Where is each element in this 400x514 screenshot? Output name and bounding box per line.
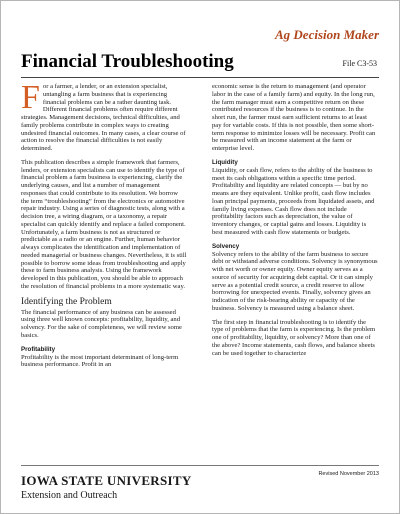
liquidity-paragraph: Liquidity, or cash flow, refers to the ability of the business to meet its cash obligations within a specific time period. Profitability and liquidity are related concepts — but by no means are they equivalent. Unlike profit, cash flow includes loan principal payments, proceeds from liquidated assets, and family living expenses. Cash flow does not include profitability factors such as depreciation, the value of inventory changes, or capital gains and losses. Liquidity is best measured with cash flow statements or budgets. [212, 166, 375, 236]
profitability-paragraph: Profitability is the most important determinant of long-term business performance. Profit in an [21, 353, 179, 369]
continued-paragraph: economic sense is the return to management (and operator labor in the case of a family farm) and equity. In the long run, the farm manager must earn a competitive return on these contributed resources if the business is to continue. In the short run, the farmer must earn sufficient returns to at least pay for variable costs. If this is not possible, then some short-term response to minimize losses will be necessary. Profit can be measured with an income statement at the farm or enterprise level. [212, 83, 376, 152]
file-id: File C3-53 [342, 59, 377, 68]
footer-divider [21, 465, 379, 466]
profitability-heading: Profitability [21, 345, 56, 353]
page-title: Financial Troubleshooting [21, 51, 234, 72]
left-column [21, 83, 187, 459]
revision-date: Revised November 2013 [318, 471, 379, 477]
right-column [212, 83, 378, 459]
liquidity-heading: Liquidity [212, 158, 238, 166]
brand-name: Ag Decision Maker [275, 27, 379, 42]
university-logo: IOWA STATE UNIVERSITY [21, 473, 192, 488]
intro-text: or a farmer, a lender, or an extension specialist, untangling a farm business that is experiencing financial problems can be a rather daunting task. Different financial problems often require different strategies. Management decisions, technical difficulties, and family problems contribute in complex ways to creating undesired financial outcomes. In many cases, a clear course of action to resolve the financial difficulties is not easily determined. [21, 83, 186, 152]
intro-paragraph [21, 83, 187, 153]
header-divider [21, 77, 379, 78]
framework-paragraph: This publication describes a simple framework that farmers, lenders, or extension specialists can use to identify the type of financial problem a farm business is experiencing, clarify the underlying causes, and list a number of management responses that could contribute to its resolution. We borrow the term “troubleshooting” from the electronics or automotive repair industry. Using a series of diagnostic tests, along with a decision tree, a wiring diagram, or a taxonomy, a repair specialist can quickly identify and replace a failed component. Unfortunately, a farm business is not as structured or predictable as a radio or an engine. Further, human behavior always complicates the identification and implementation of needed managerial or business changes. Nevertheless, it is still possible to borrow some ideas from troubleshooting and apply these to farm business analysis. Using the framework developed in this publication, you should be able to approach the resolution of financial problems in a more systematic way. [21, 158, 187, 290]
solvency-paragraph: Solvency refers to the ability of the farm business to secure debt or withstand adverse conditions. Solvency is synonymous with net worth or owner equity. Owner equity serves as a source of security for acquiring debt capital. Or it can simply serve as a potential credit source, a credit reserve to allow borrowing for unexpected events. Finally, solvency gives an indication of the risk-bearing ability or capacity of the business. Solvency is measured using a balance sheet. [212, 250, 378, 312]
section-heading: Identifying the Problem [21, 296, 112, 307]
solvency-heading: Solvency [212, 242, 240, 250]
drop-cap: F [21, 83, 40, 116]
extension-label: Extension and Outreach [21, 490, 118, 501]
closing-paragraph: The first step in financial troubleshooting is to identify the type of problems that the farm is experiencing. Is the problem one of profitability, liquidity, or solvency? More than one of the above? Income statements, cash flows, and balance sheets can be used together to characterize [212, 318, 376, 357]
section-paragraph: The financial performance of any business can be assessed using three well known concepts: profitability, liquidity, and solvency. For the sake of completeness, we will review some basics. [21, 308, 182, 339]
